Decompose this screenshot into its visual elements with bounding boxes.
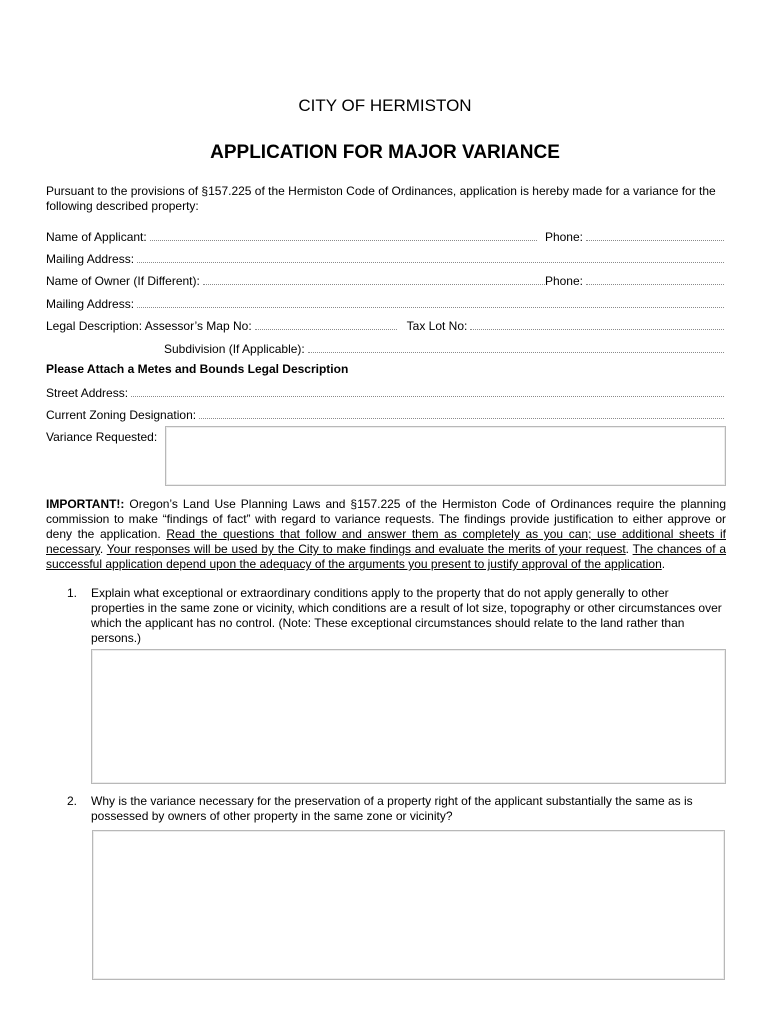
legal-description-row bbox=[46, 317, 724, 333]
assessor-map-label: Legal Description: Assessor’s Map No: bbox=[46, 319, 252, 333]
important-separator-2: . bbox=[625, 542, 633, 556]
street-address-label: Street Address: bbox=[46, 386, 129, 400]
tax-lot-label: Tax Lot No: bbox=[406, 319, 468, 333]
applicant-mailing-row bbox=[46, 250, 724, 266]
owner-row bbox=[46, 272, 724, 288]
question-2-answer-box[interactable] bbox=[92, 830, 725, 980]
subdivision-label: Subdivision (If Applicable): bbox=[164, 342, 305, 356]
applicant-name-field[interactable] bbox=[150, 239, 537, 241]
applicant-mailing-field[interactable] bbox=[137, 261, 724, 263]
question-2-text: Why is the variance necessary for the preservation of a property right of the applicant substantially the same as is possessed by owners of other property in the same zone or vicinity? bbox=[91, 794, 693, 823]
question-1-number: 1. bbox=[67, 586, 78, 600]
important-end: . bbox=[661, 557, 666, 571]
zoning-label: Current Zoning Designation: bbox=[46, 408, 197, 422]
tax-lot-field[interactable] bbox=[470, 328, 724, 330]
zoning-field[interactable] bbox=[199, 417, 724, 419]
owner-phone-label: Phone: bbox=[544, 274, 583, 288]
zoning-row bbox=[46, 406, 724, 422]
subdivision-field[interactable] bbox=[308, 351, 724, 353]
important-paragraph bbox=[46, 497, 726, 572]
variance-requested-box[interactable] bbox=[165, 426, 726, 486]
owner-name-field[interactable] bbox=[203, 283, 545, 285]
applicant-row bbox=[46, 228, 724, 244]
question-1-text: Explain what exceptional or extraordinary conditions apply to the property that do not apply generally to other properties in the same zone or vicinity, which conditions are a result of lot size, topography or other circumstances over which the applicant has no control. (Note: These exceptional circumstances should relate to the land rather than persons.) bbox=[91, 586, 722, 645]
assessor-map-field[interactable] bbox=[255, 328, 397, 330]
street-row bbox=[46, 384, 724, 400]
city-heading: CITY OF HERMISTON bbox=[298, 96, 472, 115]
important-underline-1: Read the questions that follow and answer them as completely as you can; use additional sheets if necessary bbox=[46, 527, 726, 556]
owner-phone-field[interactable] bbox=[586, 283, 724, 285]
important-label: IMPORTANT!: bbox=[46, 497, 125, 511]
owner-mailing-field[interactable] bbox=[137, 306, 724, 308]
subdivision-row bbox=[164, 340, 724, 356]
street-address-field[interactable] bbox=[131, 395, 724, 397]
important-underline-3: The chances of a successful application depend upon the adequacy of the arguments you present to justify approval of the application bbox=[46, 542, 727, 571]
metes-bounds-note: Please Attach a Metes and Bounds Legal Description bbox=[46, 362, 349, 376]
applicant-mailing-label: Mailing Address: bbox=[46, 252, 135, 266]
important-separator-1: . bbox=[99, 542, 107, 556]
question-1-answer-box[interactable] bbox=[91, 649, 726, 784]
applicant-phone-label: Phone: bbox=[544, 230, 583, 244]
owner-name-label: Name of Owner (If Different): bbox=[46, 274, 200, 288]
intro-paragraph: Pursuant to the provisions of §157.225 of the Hermiston Code of Ordinances, application is hereby made for a variance for the following described property: bbox=[46, 184, 716, 213]
applicant-name-label: Name of Applicant: bbox=[46, 230, 147, 244]
applicant-phone-field[interactable] bbox=[586, 239, 724, 241]
variance-requested-label: Variance Requested: bbox=[46, 430, 158, 444]
important-underline-2: Your responses will be used by the City to make findings and evaluate the merits of your request bbox=[106, 542, 626, 556]
form-title: APPLICATION FOR MAJOR VARIANCE bbox=[210, 142, 560, 163]
owner-mailing-label: Mailing Address: bbox=[46, 297, 135, 311]
question-2-number: 2. bbox=[67, 794, 78, 808]
important-text: Oregon’s Land Use Planning Laws and §157.225 of the Hermiston Code of Ordinances require the planning commission to make “findings of fact” with regard to variance requests. The findings provide justification to either approve or deny the application. bbox=[46, 497, 726, 541]
owner-mailing-row bbox=[46, 295, 724, 311]
